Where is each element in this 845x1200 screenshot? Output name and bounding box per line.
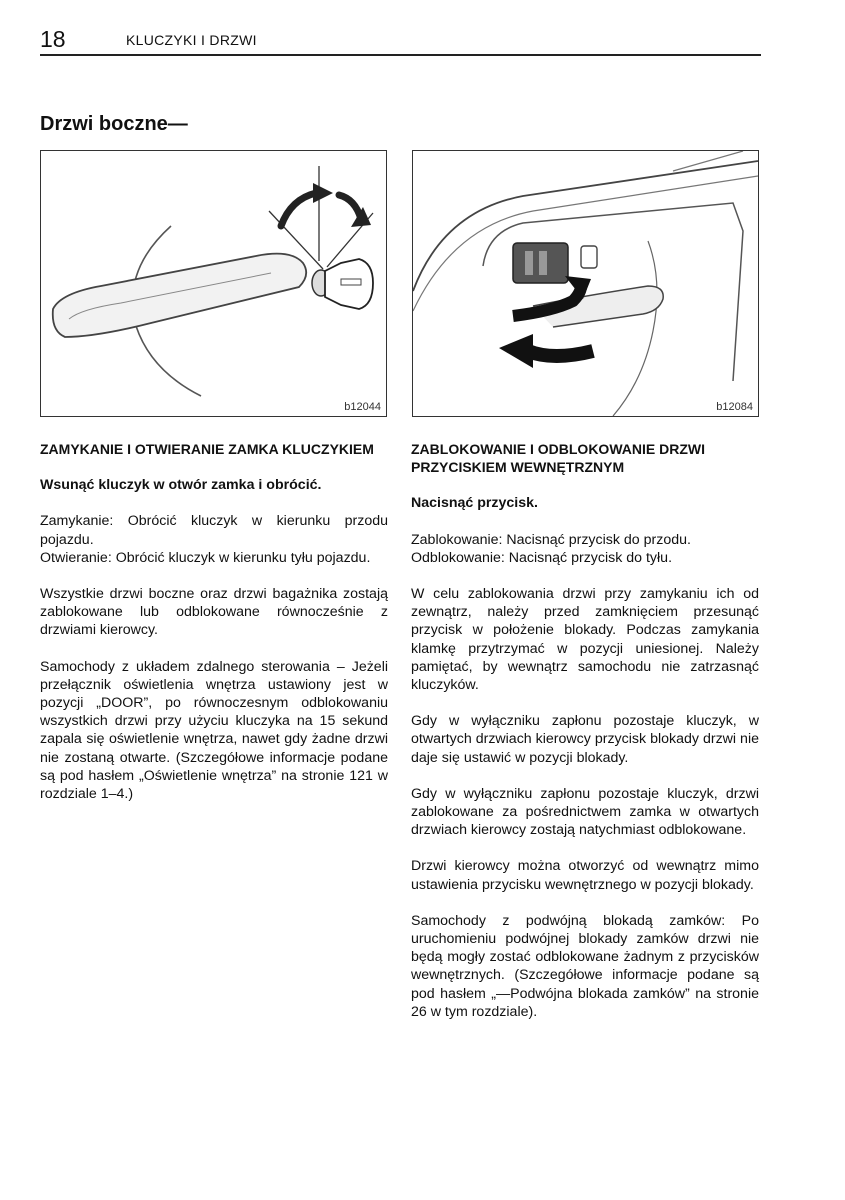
page-header	[40, 26, 761, 56]
lock-with-key-text: Zamykanie: Obrócić kluczyk w kierunku przodu pojazdu.	[40, 513, 388, 548]
page-title: Drzwi boczne—	[40, 113, 188, 135]
inner-lock-button-illustration	[413, 151, 758, 416]
right-paragraph-5: Samochody z podwójną blokadą zamków: Po uruchomieniu podwójnej blokady zamków drzwi nie będą mogły zostać odblokowane żadnym z przycisków wewnętrznych. (Szczegółowe informacje podane są pod hasłem „—Podwójna blokada zamków” na stronie 26 w tym rozdziale).	[411, 912, 759, 1020]
right-column-heading: ZABLOKOWANIE I ODBLOKOWANIE DRZWI PRZYCISKIEM WEWNĘTRZNYM	[411, 441, 705, 476]
left-column	[40, 440, 388, 821]
figure-inner-lock-button	[412, 150, 759, 417]
left-paragraph-1: Wszystkie drzwi boczne oraz drzwi bagażnika zostają zablokowane lub odblokowane równocześnie z drzwiami kierowcy.	[40, 586, 388, 639]
figure-code: b12084	[716, 401, 753, 413]
figure-code: b12044	[344, 401, 381, 413]
section-label: KLUCZYKI I DRZWI	[126, 32, 257, 48]
figure-door-handle-key	[40, 150, 387, 417]
left-column-instruction: Wsunąć kluczyk w otwór zamka i obrócić.	[40, 477, 322, 494]
right-column-instruction: Nacisnąć przycisk.	[411, 495, 538, 512]
right-paragraph-4: Drzwi kierowcy można otworzyć od wewnątrz mimo ustawienia przycisku wewnętrznego w pozycji blokady.	[411, 858, 759, 893]
lock-with-button-text: Zablokowanie: Nacisnąć przycisk do przodu.	[411, 531, 691, 548]
right-paragraph-1: W celu zablokowania drzwi przy zamykaniu ich od zewnątrz, należy przed zamknięciem przesunąć przycisk w położenie blokady. Podczas zamykania klamkę przytrzymać w pozycji uniesionej. Należy pamiętać, by wewnątrz samochodu nie zatrzasnąć kluczyków.	[411, 586, 759, 694]
unlock-with-key-text: Otwieranie: Obrócić kluczyk w kierunku tyłu pojazdu.	[40, 549, 371, 566]
left-column-heading: ZAMYKANIE I OTWIERANIE ZAMKA KLUCZYKIEM	[40, 441, 374, 457]
page-number: 18	[40, 26, 66, 52]
door-handle-key-illustration	[41, 151, 386, 416]
right-column	[411, 440, 759, 1039]
right-paragraph-3: Gdy w wyłączniku zapłonu pozostaje kluczyk, drzwi zablokowane za pośrednictwem zamka w otwartych drzwiach kierowcy zostają natychmiast odblokowane.	[411, 785, 759, 839]
right-paragraph-2: Gdy w wyłączniku zapłonu pozostaje kluczyk, w otwartych drzwiach kierowcy przycisk blokady drzwi nie daje się ustawić w pozycji blokady.	[411, 713, 759, 766]
unlock-with-button-text: Odblokowanie: Nacisnąć przycisk do tyłu.	[411, 549, 673, 566]
left-paragraph-2: Samochody z układem zdalnego sterowania – Jeżeli przełącznik oświetlenia wnętrza ustawiony jest w pozycji „DOOR”, po równoczesnym odblokowaniu wszystkich drzwi przy użyciu kluczyka na 15 sekund zapala się oświetlenie wnętrza, nawet gdy żadne drzwi nie zostaną otwarte. (Szczegółowe informacje podane są pod hasłem „Oświetlenie wnętrza” na stronie 121 w rozdziale 1–4.)	[40, 658, 388, 803]
